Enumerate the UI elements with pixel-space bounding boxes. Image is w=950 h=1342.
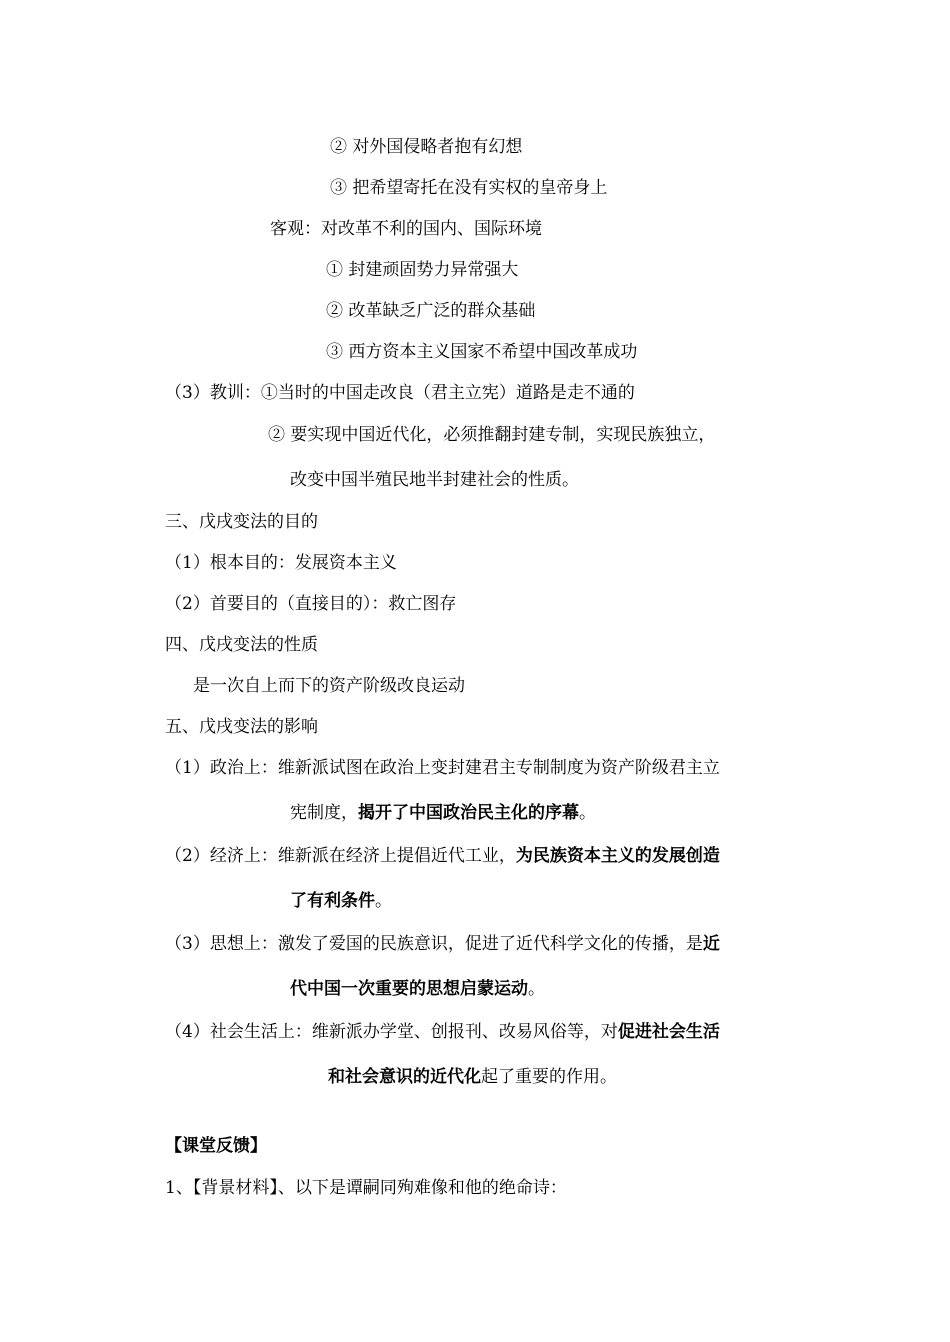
text-line: ② 对外国侵略者抱有幻想 xyxy=(330,137,523,157)
emphasis-text: 为民族资本主义的发展创造 xyxy=(515,846,720,866)
text-run: （2）经济上：维新派在经济上提倡近代工业， xyxy=(165,846,516,866)
text-line: ② 要实现中国近代化，必须推翻封建专制，实现民族独立， xyxy=(268,425,716,445)
section-heading: 四、戊戌变法的性质 xyxy=(165,635,318,655)
section-heading-feedback: 【课堂反馈】 xyxy=(165,1136,267,1156)
question-line: 1、【背景材料】、以下是谭嗣同殉难像和他的绝命诗： xyxy=(165,1178,567,1198)
text-line xyxy=(290,978,545,1000)
text-line xyxy=(165,933,720,955)
section-heading: 五、戊戌变法的影响 xyxy=(165,717,318,737)
text-line xyxy=(165,1021,720,1043)
section-heading: 三、戊戌变法的目的 xyxy=(165,512,318,532)
emphasis-text: 了有利条件 xyxy=(290,891,375,911)
text-line: （2）首要目的（直接目的）：救亡图存 xyxy=(165,594,457,614)
emphasis-text: 促进社会生活 xyxy=(617,1022,720,1042)
text-run: 。 xyxy=(528,979,545,999)
text-line: ③ 西方资本主义国家不希望中国改革成功 xyxy=(326,342,638,362)
text-line xyxy=(165,845,720,867)
text-line: 改变中国半殖民地半封建社会的性质。 xyxy=(290,470,579,490)
text-line: （1）政治上：维新派试图在政治上变封建君主专制制度为资产阶级君主立 xyxy=(165,758,720,778)
text-line: 是一次自上而下的资产阶级改良运动 xyxy=(193,676,465,696)
text-run: 宪制度， xyxy=(290,803,358,823)
text-line: （1）根本目的：发展资本主义 xyxy=(165,553,397,573)
text-line xyxy=(328,1066,617,1088)
text-line: （3）教训：①当时的中国走改良（君主立宪）道路是走不通的 xyxy=(165,383,635,403)
text-run: （4）社会生活上：维新派办学堂、创报刊、改易风俗等，对 xyxy=(165,1022,618,1042)
emphasis-text: 揭开了中国政治民主化的序幕 xyxy=(358,803,579,823)
text-line: ① 封建顽固势力异常强大 xyxy=(326,260,519,280)
text-line xyxy=(290,890,392,912)
text-run: 。 xyxy=(375,891,392,911)
text-run: 。 xyxy=(579,803,596,823)
emphasis-text: 代中国一次重要的思想启蒙运动 xyxy=(290,979,528,999)
text-line xyxy=(290,802,596,824)
emphasis-text: 近 xyxy=(702,934,720,954)
text-run: 起了重要的作用。 xyxy=(481,1067,617,1087)
text-line: ② 改革缺乏广泛的群众基础 xyxy=(326,301,536,321)
text-line: 客观：对改革不利的国内、国际环境 xyxy=(270,219,542,239)
text-line: ③ 把希望寄托在没有实权的皇帝身上 xyxy=(330,178,608,198)
emphasis-text: 和社会意识的近代化 xyxy=(328,1067,481,1087)
text-run: （3）思想上：激发了爱国的民族意识，促进了近代科学文化的传播，是 xyxy=(165,934,703,954)
